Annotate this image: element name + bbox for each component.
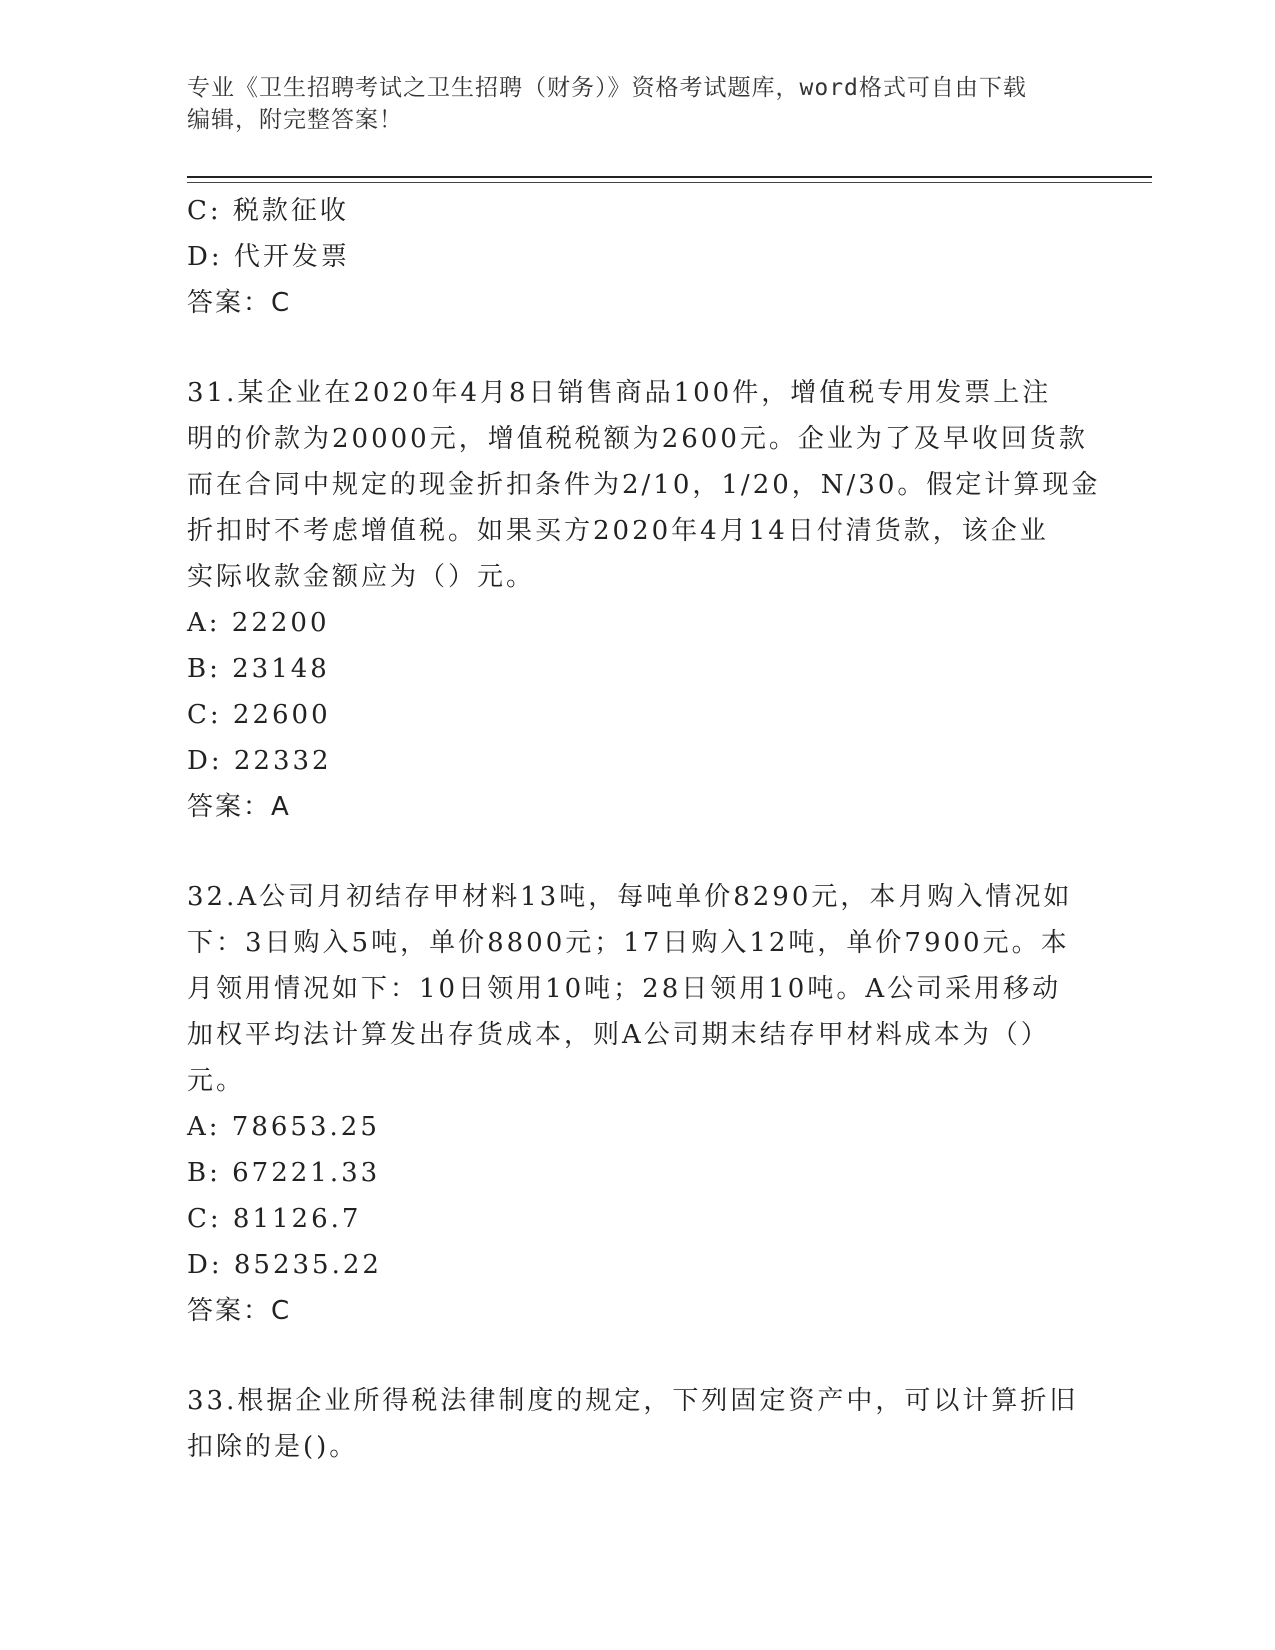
question-text-line: 下：3日购入5吨，单价8800元；17日购入12吨，单价7900元。本 — [187, 928, 1070, 958]
option-d: D: 代开发票 — [187, 242, 350, 272]
question-text-line: 而在合同中规定的现金折扣条件为2/10，1/20，N/30。假定计算现金 — [187, 470, 1101, 500]
option-a: A: 78653.25 — [187, 1112, 380, 1142]
option-a: A: 22200 — [187, 608, 330, 638]
question-text-line: 31.某企业在2020年4月8日销售商品100件，增值税专用发票上注 — [187, 378, 1052, 408]
option-d: D: 22332 — [187, 746, 332, 776]
previous-question-tail — [187, 188, 1087, 326]
question-31 — [187, 370, 1101, 830]
question-text-line: 扣除的是()。 — [187, 1432, 359, 1462]
spacer — [187, 830, 1087, 874]
question-text-line: 折扣时不考虑增值税。如果买方2020年4月14日付清货款，该企业 — [187, 516, 1049, 546]
question-text-line: 加权平均法计算发出存货成本，则A公司期末结存甲材料成本为（） — [187, 1020, 1050, 1050]
spacer — [187, 1334, 1087, 1378]
answer: 答案：C — [187, 288, 292, 318]
option-c: C: 税款征收 — [187, 196, 349, 226]
question-text-line: 元。 — [187, 1066, 246, 1096]
option-c: C: 22600 — [187, 700, 331, 730]
document-header — [187, 72, 1087, 136]
question-33 — [187, 1378, 1087, 1470]
header-divider-thick — [187, 176, 1152, 178]
option-c: C: 81126.7 — [187, 1204, 362, 1234]
spacer — [187, 326, 1087, 370]
header-line-2: 编辑，附完整答案！ — [187, 107, 403, 133]
question-text-line: 明的价款为20000元，增值税税额为2600元。企业为了及早收回货款 — [187, 424, 1088, 454]
answer: 答案：C — [187, 1296, 292, 1326]
question-text-line: 33.根据企业所得税法律制度的规定，下列固定资产中，可以计算折旧 — [187, 1386, 1079, 1416]
option-b: B: 67221.33 — [187, 1158, 381, 1188]
option-b: B: 23148 — [187, 654, 330, 684]
question-content — [187, 188, 1101, 1470]
answer: 答案：A — [187, 792, 291, 822]
question-text-line: 实际收款金额应为（）元。 — [187, 562, 536, 592]
header-divider-thin — [187, 182, 1152, 183]
question-32 — [187, 874, 1087, 1334]
option-d: D: 85235.22 — [187, 1250, 382, 1280]
question-text-line: 月领用情况如下：10日领用10吨；28日领用10吨。A公司采用移动 — [187, 974, 1062, 1004]
header-line-1: 专业《卫生招聘考试之卫生招聘（财务）》资格考试题库，word格式可自由下载 — [187, 75, 1027, 101]
question-text-line: 32.A公司月初结存甲材料13吨，每吨单价8290元，本月购入情况如 — [187, 882, 1073, 912]
